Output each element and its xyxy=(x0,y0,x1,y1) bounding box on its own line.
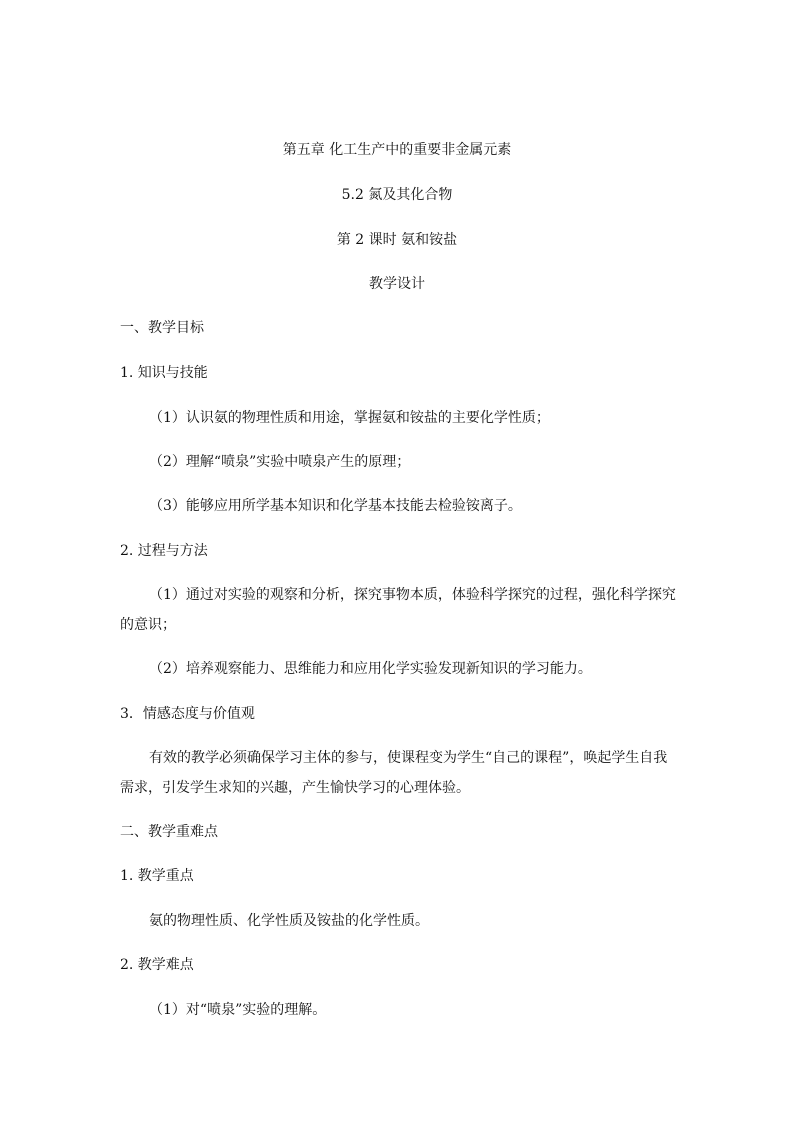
attitude-paragraph-line-1: 有效的教学必须确保学习主体的参与，使课程变为学生“自己的课程”，唤起学生自我 xyxy=(149,750,668,766)
subheading-attitude-values: 3．情感态度与价值观 xyxy=(120,706,255,722)
process-item-1-line-2: 的意识； xyxy=(120,617,176,633)
document-type-title: 教学设计 xyxy=(369,276,425,292)
key-points-text: 氨的物理性质、化学性质及铵盐的化学性质。 xyxy=(149,913,429,929)
subheading-knowledge-skills: 1. 知识与技能 xyxy=(120,365,208,381)
attitude-paragraph-line-2: 需求，引发学生求知的兴趣，产生愉快学习的心理体验。 xyxy=(120,780,470,796)
lesson-title: 第 2 课时 氨和铵盐 xyxy=(336,232,458,248)
knowledge-item-2: （2）理解“喷泉”实验中喷泉产生的原理； xyxy=(149,454,411,470)
chapter-title: 第五章 化工生产中的重要非金属元素 xyxy=(282,142,512,158)
knowledge-item-1: （1）认识氨的物理性质和用途，掌握氨和铵盐的主要化学性质； xyxy=(149,410,550,426)
process-item-2: （2）培养观察能力、思维能力和应用化学实验发现新知识的学习能力。 xyxy=(149,661,592,677)
difficult-item-1: （1）对“喷泉”实验的理解。 xyxy=(149,1002,327,1018)
section-title: 5.2 氮及其化合物 xyxy=(341,187,453,203)
knowledge-item-3: （3）能够应用所学基本知识和化学基本技能去检验铵离子。 xyxy=(149,498,522,514)
section-heading-objectives: 一、教学目标 xyxy=(120,320,204,336)
subheading-difficult-points: 2. 教学难点 xyxy=(120,957,194,973)
section-heading-key-difficult: 二、教学重难点 xyxy=(120,824,218,840)
subheading-process-methods: 2. 过程与方法 xyxy=(120,543,208,559)
subheading-key-points: 1. 教学重点 xyxy=(120,868,194,884)
process-item-1-line-1: （1）通过对实验的观察和分析，探究事物本质，体验科学探究的过程，强化科学探究 xyxy=(149,587,676,603)
